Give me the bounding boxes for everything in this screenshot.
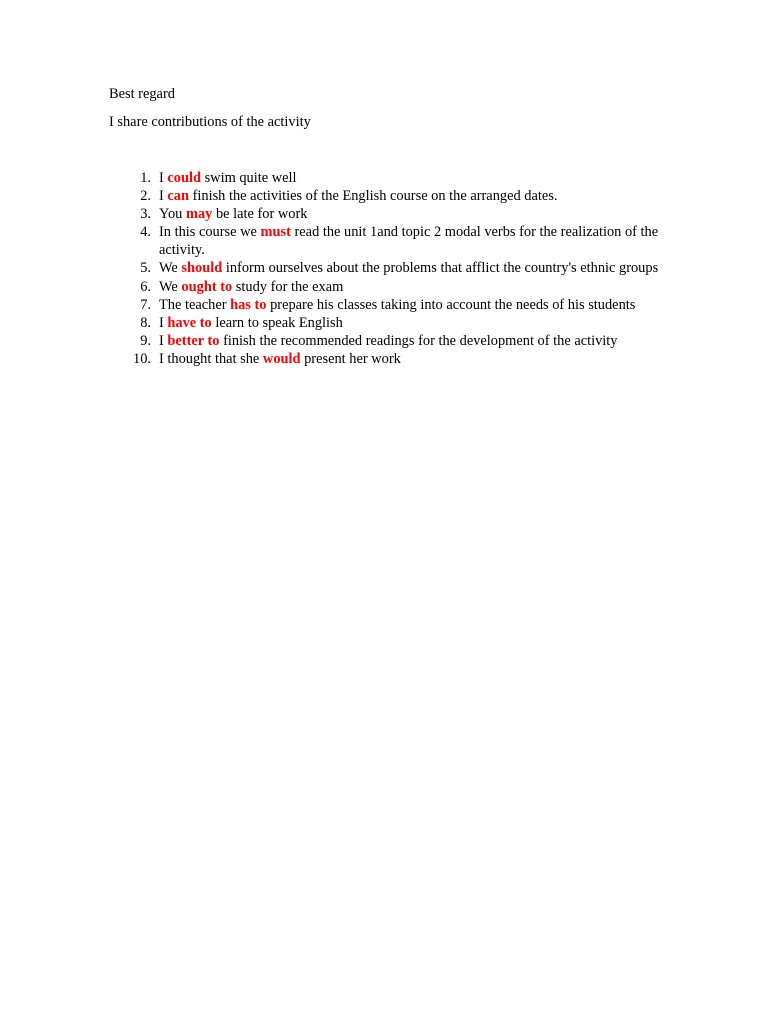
item-text-before: We bbox=[159, 260, 182, 277]
item-text-before: You bbox=[159, 206, 186, 223]
modal-verb: has to bbox=[230, 296, 267, 313]
item-number: 8. bbox=[140, 314, 151, 331]
list-item bbox=[131, 350, 671, 368]
item-number: 3. bbox=[140, 206, 151, 223]
item-number: 5. bbox=[140, 260, 151, 277]
item-text-after: finish the activities of the English course on the arranged dates. bbox=[188, 188, 558, 205]
modal-verbs-list bbox=[131, 169, 671, 368]
item-text-after: read the unit 1and topic 2 modal verbs for the realization of the activity. bbox=[159, 224, 659, 259]
modal-verb: ought to bbox=[181, 278, 233, 295]
list-item bbox=[131, 187, 671, 205]
intro-text: I share contributions of the activity bbox=[109, 114, 311, 130]
item-number: 6. bbox=[140, 278, 151, 295]
item-text-after: swim quite well bbox=[200, 170, 297, 186]
item-text-after: finish the recommended readings for the development of the activity bbox=[219, 332, 618, 349]
modal-verb: better to bbox=[167, 332, 220, 349]
item-text-after: present her work bbox=[300, 350, 401, 367]
modal-verb: can bbox=[167, 188, 189, 205]
modal-verb: must bbox=[260, 224, 291, 241]
modal-verb: have to bbox=[167, 314, 212, 331]
item-number: 7. bbox=[140, 296, 151, 313]
item-text-before: I bbox=[159, 188, 168, 205]
item-text-before: I bbox=[159, 314, 168, 331]
modal-verb: could bbox=[167, 170, 201, 186]
list-item bbox=[131, 314, 671, 332]
list-item bbox=[131, 223, 671, 259]
item-text-before: I bbox=[159, 332, 168, 349]
item-number: 4. bbox=[140, 224, 151, 241]
modal-verb: should bbox=[181, 260, 223, 277]
item-text-after: inform ourselves about the problems that afflict the country's ethnic groups bbox=[222, 260, 659, 277]
item-text-after: prepare his classes taking into account the needs of his students bbox=[266, 296, 636, 313]
item-text-before: I bbox=[159, 170, 168, 186]
item-number: 9. bbox=[140, 332, 151, 349]
list-item bbox=[131, 169, 671, 187]
item-text-after: study for the exam bbox=[232, 278, 344, 295]
list-item bbox=[131, 332, 671, 350]
item-number: 10. bbox=[133, 350, 151, 367]
item-text-after: be late for work bbox=[212, 206, 308, 223]
list-item bbox=[131, 259, 671, 277]
item-text-before: The teacher bbox=[159, 296, 231, 313]
list-item bbox=[131, 205, 671, 223]
item-text-before: We bbox=[159, 278, 182, 295]
modal-verb: may bbox=[185, 206, 213, 223]
item-text-after: learn to speak English bbox=[211, 314, 343, 331]
item-text-before: In this course we bbox=[159, 224, 261, 241]
list-item bbox=[131, 278, 671, 296]
greeting-text: Best regard bbox=[109, 86, 175, 102]
list-item bbox=[131, 296, 671, 314]
item-text-before: I thought that she bbox=[159, 350, 263, 367]
item-number: 1. bbox=[140, 170, 151, 186]
item-number: 2. bbox=[140, 188, 151, 205]
modal-verb: would bbox=[262, 350, 301, 367]
